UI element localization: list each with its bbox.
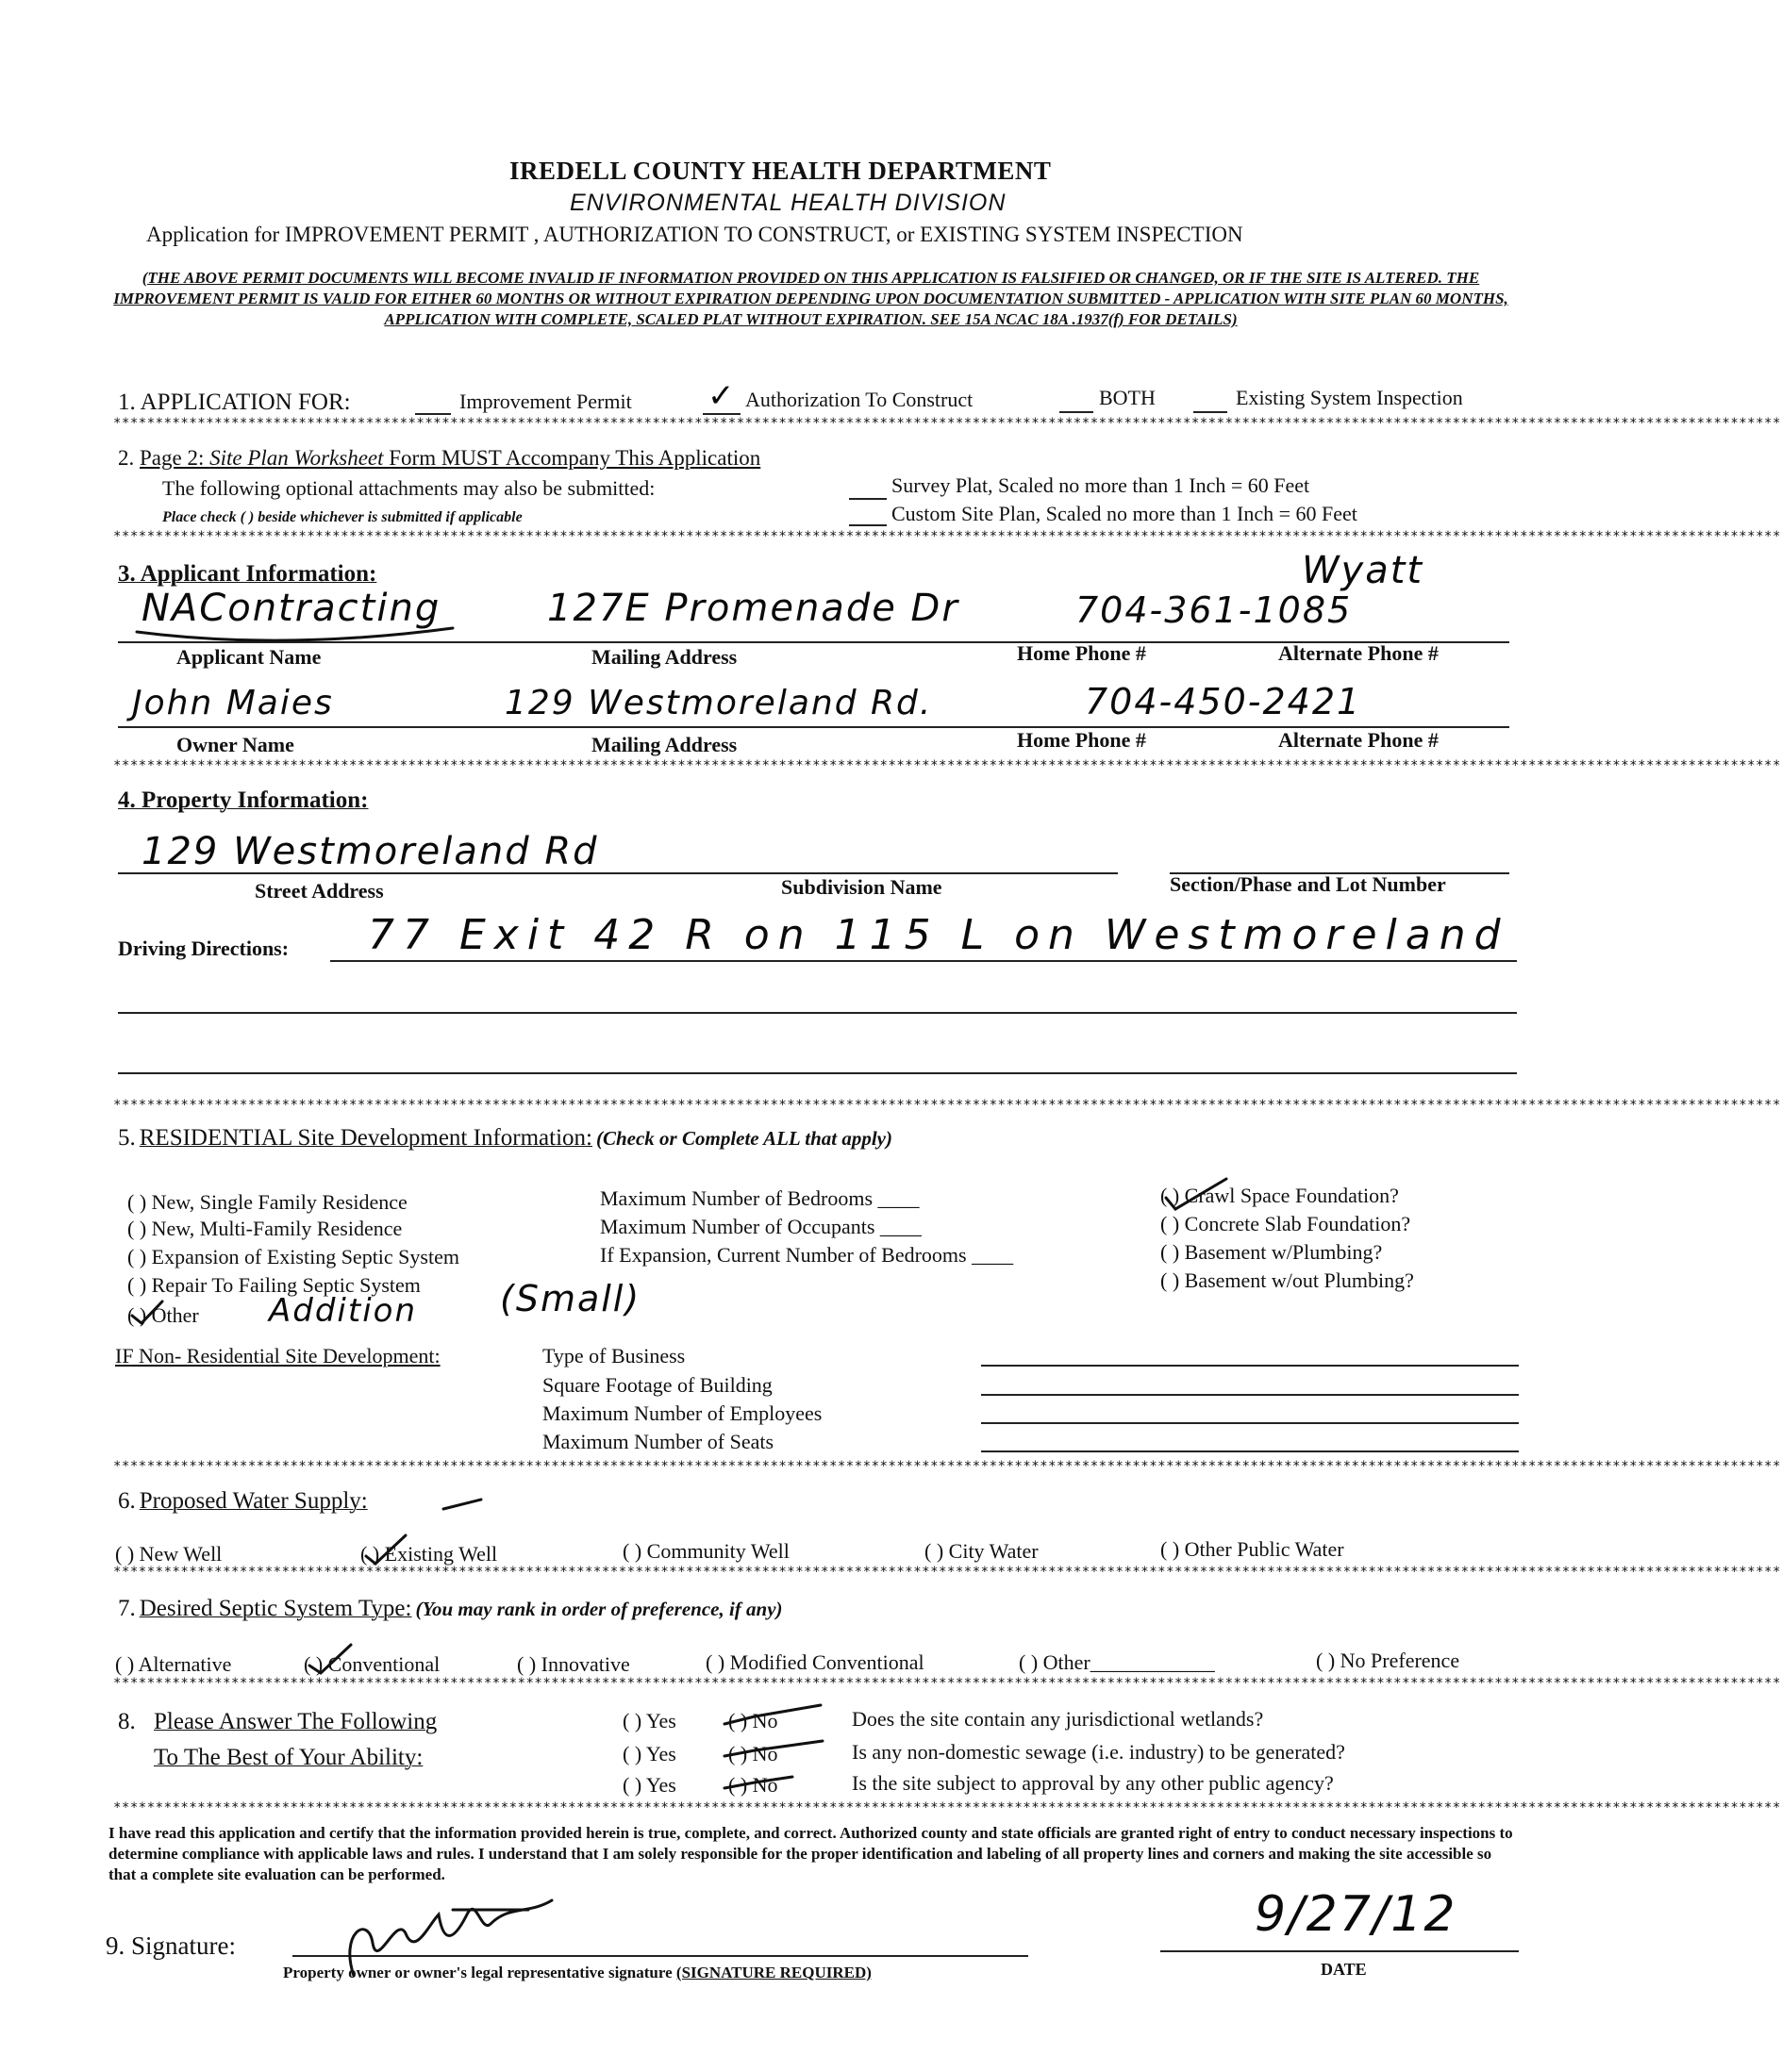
section5-note: (Check or Complete ALL that apply): [595, 1127, 892, 1150]
owner-alt-phone-label: Alternate Phone #: [1278, 728, 1439, 752]
certification-text: I have read this application and certify that the information provided herein is true, complete, and correct. Authorized county and state officials are granted right of entry to conduct necessary inspections to determine compliance with applicable laws and rules. I understand that I am solely responsible for the proper identification and labeling of all property lines and corners and making the site accessible so that a complete site evaluation can be performed.: [108, 1824, 1513, 1883]
custom-site-plan-option: Custom Site Plan, Scaled no more than 1 Inch = 60 Feet: [891, 502, 1357, 525]
q3-no-mark: [724, 1777, 792, 1788]
res-other-note: (Small): [500, 1278, 641, 1319]
section4-title: 4. Property Information:: [118, 787, 369, 813]
water-existing-well[interactable]: ( ) Existing Well: [360, 1542, 498, 1566]
septic-innovative[interactable]: ( ) Innovative: [517, 1652, 630, 1676]
improvement-option: Improvement Permit: [459, 390, 632, 413]
owner-name-value[interactable]: John Maies: [132, 684, 334, 722]
validity-notice: (THE ABOVE PERMIT DOCUMENTS WILL BECOME INVALID IF INFORMATION PROVIDED ON THIS APPLICATION IS FALSIFIED OR CHANGED, OR IF THE SITE IS ALTERED. THE IMPROVEMENT PERMIT IS VALID FOR EITHER 60 MONTHS OR WITHOUT EXPIRATION DEPENDING UPON DOCUMENTATION SUBMITTED - APPLICATION WITH SITE PLAN 60 MONTHS, APPLICATION WITH COMPLETE, SCALED PLAT WITHOUT EXPIRATION. SEE 15A NCAC 18A .1937(f) FOR DETAILS): [113, 269, 1508, 328]
divider-3: ******************************************************************************************************************************************************************************************************: [113, 758, 1781, 773]
divider-5: ******************************************************************************************************************************************************************************************************: [113, 1459, 1781, 1474]
section2-num: 2.: [118, 446, 135, 470]
survey-plat-option: Survey Plat, Scaled no more than 1 Inch = 60 Feet: [891, 473, 1310, 497]
date-value[interactable]: 9/27/12: [1255, 1886, 1457, 1943]
optional-attachments-line: The following optional attachments may also be submitted:: [162, 476, 656, 500]
section7-note: (You may rank in order of preference, if any): [415, 1598, 783, 1620]
res-new-multi[interactable]: ( ) New, Multi-Family Residence: [127, 1217, 403, 1240]
divider-6: ******************************************************************************************************************************************************************************************************: [113, 1565, 1781, 1580]
owner-name-label: Owner Name: [176, 733, 294, 756]
res-expansion[interactable]: ( ) Expansion of Existing Septic System: [127, 1245, 459, 1268]
signature-label: 9. Signature:: [106, 1931, 236, 1960]
q3-question: Is the site subject to approval by any other public agency?: [852, 1771, 1334, 1795]
divider-8: ******************************************************************************************************************************************************************************************************: [113, 1800, 1781, 1815]
existing-well-check-mark: [366, 1535, 406, 1564]
street-address-value[interactable]: 129 Westmoreland Rd: [141, 830, 599, 873]
other-check-mark: [132, 1301, 162, 1323]
subdivision-label: Subdivision Name: [781, 875, 942, 899]
owner-phone-value[interactable]: 704-450-2421: [1085, 681, 1362, 722]
divider-2: ******************************************************************************************************************************************************************************************************: [113, 529, 1781, 544]
nonres-label: IF Non- Residential Site Development:: [115, 1344, 441, 1368]
section7-num: 7.: [118, 1596, 136, 1621]
department-title: IREDELL COUNTY HEALTH DEPARTMENT: [509, 157, 1052, 185]
section8-title-2: To The Best of Your Ability:: [154, 1745, 424, 1770]
place-check-note: Place check ( ) beside whichever is submitted if applicable: [162, 509, 523, 525]
divider-1: ******************************************************************************************************************************************************************************************************: [113, 416, 1781, 431]
divider-7: ******************************************************************************************************************************************************************************************************: [113, 1676, 1781, 1691]
authorization-option: Authorization To Construct: [745, 388, 974, 411]
street-address-label: Street Address: [255, 879, 384, 903]
applicant-alt-phone-label: Alternate Phone #: [1278, 641, 1439, 665]
section6-num: 6.: [118, 1488, 136, 1514]
section2-title-b: Site Plan Worksheet: [209, 446, 384, 470]
q1-no[interactable]: ( ) No: [728, 1709, 778, 1732]
applicant-phone-value[interactable]: 704-361-1085: [1075, 589, 1353, 631]
max-bedrooms[interactable]: Maximum Number of Bedrooms ____: [600, 1186, 920, 1210]
q3-no[interactable]: ( ) No: [728, 1773, 778, 1797]
septic-no-preference[interactable]: ( ) No Preference: [1316, 1649, 1460, 1672]
driving-directions-value[interactable]: 77 Exit 42 R on 115 L on Westmoreland: [368, 911, 1509, 959]
septic-alternative[interactable]: ( ) Alternative: [115, 1652, 232, 1676]
section5-heading: RESIDENTIAL Site Development Information:: [139, 1125, 592, 1151]
concrete-slab-option[interactable]: ( ) Concrete Slab Foundation?: [1160, 1212, 1411, 1235]
authorization-check: ✓: [707, 377, 737, 415]
applicant-home-phone-label: Home Phone #: [1017, 641, 1146, 665]
q2-yes[interactable]: ( ) Yes: [623, 1742, 676, 1765]
q3-yes[interactable]: ( ) Yes: [623, 1773, 676, 1797]
q2-no[interactable]: ( ) No: [728, 1742, 778, 1765]
section2-title-a: Page 2:: [140, 446, 210, 470]
applicant-name-value[interactable]: NAContracting: [141, 587, 441, 630]
owner-home-phone-label: Home Phone #: [1017, 728, 1146, 752]
crawl-space-option[interactable]: ( ) Crawl Space Foundation?: [1160, 1184, 1399, 1207]
water-city[interactable]: ( ) City Water: [924, 1539, 1039, 1563]
q2-no-mark: [724, 1741, 823, 1756]
q2-question: Is any non-domestic sewage (i.e. industry) to be generated?: [852, 1740, 1345, 1764]
applicant-mailing-label: Mailing Address: [591, 645, 738, 669]
signature-required: (SIGNATURE REQUIRED): [675, 1964, 872, 1981]
section8-num: 8.: [118, 1709, 136, 1734]
applicant-address-value[interactable]: 127E Promenade Dr: [547, 587, 959, 630]
res-repair[interactable]: ( ) Repair To Failing Septic System: [127, 1273, 421, 1297]
applicant-name-scribble-line: [137, 628, 453, 640]
conventional-check-mark: [309, 1645, 351, 1673]
q1-no-mark: [724, 1705, 821, 1724]
section-lot-label: Section/Phase and Lot Number: [1170, 872, 1446, 896]
res-other[interactable]: ( ) Other: [127, 1303, 199, 1327]
q1-yes[interactable]: ( ) Yes: [623, 1709, 676, 1732]
owner-address-value[interactable]: 129 Westmoreland Rd.: [505, 684, 933, 722]
section3-title: 3. Applicant Information:: [118, 561, 377, 587]
nonres-business: Type of Business: [542, 1344, 686, 1368]
section5-num: 5.: [118, 1125, 136, 1151]
section8-title-1: Please Answer The Following: [154, 1709, 438, 1734]
nonres-seats: Maximum Number of Seats: [542, 1430, 774, 1453]
current-bedrooms[interactable]: If Expansion, Current Number of Bedrooms ____: [600, 1243, 1014, 1267]
existing-option: Existing System Inspection: [1236, 386, 1463, 409]
basement-no-plumbing-option[interactable]: ( ) Basement w/out Plumbing?: [1160, 1268, 1414, 1292]
section2-title-c: Form MUST Accompany This Application: [383, 446, 761, 470]
section7-heading: Desired Septic System Type:: [139, 1596, 412, 1621]
nonres-employees: Maximum Number of Employees: [542, 1401, 823, 1425]
division-title: ENVIRONMENTAL HEALTH DIVISION: [570, 190, 1007, 216]
both-option: BOTH: [1099, 386, 1156, 409]
crawl-space-check-mark: [1166, 1179, 1226, 1209]
section1-label: 1. APPLICATION FOR:: [118, 390, 351, 415]
section6-heading: Proposed Water Supply:: [139, 1488, 368, 1514]
applicant-name-label: Applicant Name: [176, 645, 322, 669]
application-line: Application for IMPROVEMENT PERMIT , AUTHORIZATION TO CONSTRUCT, or EXISTING SYSTEM INSPECTION: [146, 223, 1243, 246]
driving-directions-label: Driving Directions:: [118, 937, 290, 960]
res-new-single[interactable]: ( ) New, Single Family Residence: [127, 1190, 408, 1214]
water-community-well[interactable]: ( ) Community Well: [623, 1539, 790, 1563]
signature-sub-label-text: Property owner or owner's legal representative signature: [283, 1964, 673, 1981]
applicant-alt-value[interactable]: Wyatt: [1302, 549, 1424, 592]
owner-mailing-label: Mailing Address: [591, 733, 738, 756]
res-other-value[interactable]: Addition: [269, 1292, 417, 1330]
water-heading-tail: [443, 1500, 481, 1509]
divider-4: ******************************************************************************************************************************************************************************************************: [113, 1098, 1781, 1113]
signature-scribble: [350, 1900, 552, 1976]
septic-modified[interactable]: ( ) Modified Conventional: [706, 1650, 924, 1674]
basement-plumbing-option[interactable]: ( ) Basement w/Plumbing?: [1160, 1240, 1383, 1264]
nonres-sqft: Square Footage of Building: [542, 1373, 773, 1397]
septic-other[interactable]: ( ) Other____________: [1019, 1650, 1215, 1674]
septic-conventional[interactable]: ( ) Conventional: [304, 1652, 441, 1676]
q1-question: Does the site contain any jurisdictional wetlands?: [852, 1707, 1264, 1731]
water-new-well[interactable]: ( ) New Well: [115, 1542, 223, 1566]
date-label: DATE: [1321, 1960, 1367, 1979]
water-other-public[interactable]: ( ) Other Public Water: [1160, 1537, 1344, 1561]
max-occupants[interactable]: Maximum Number of Occupants ____: [600, 1215, 922, 1238]
